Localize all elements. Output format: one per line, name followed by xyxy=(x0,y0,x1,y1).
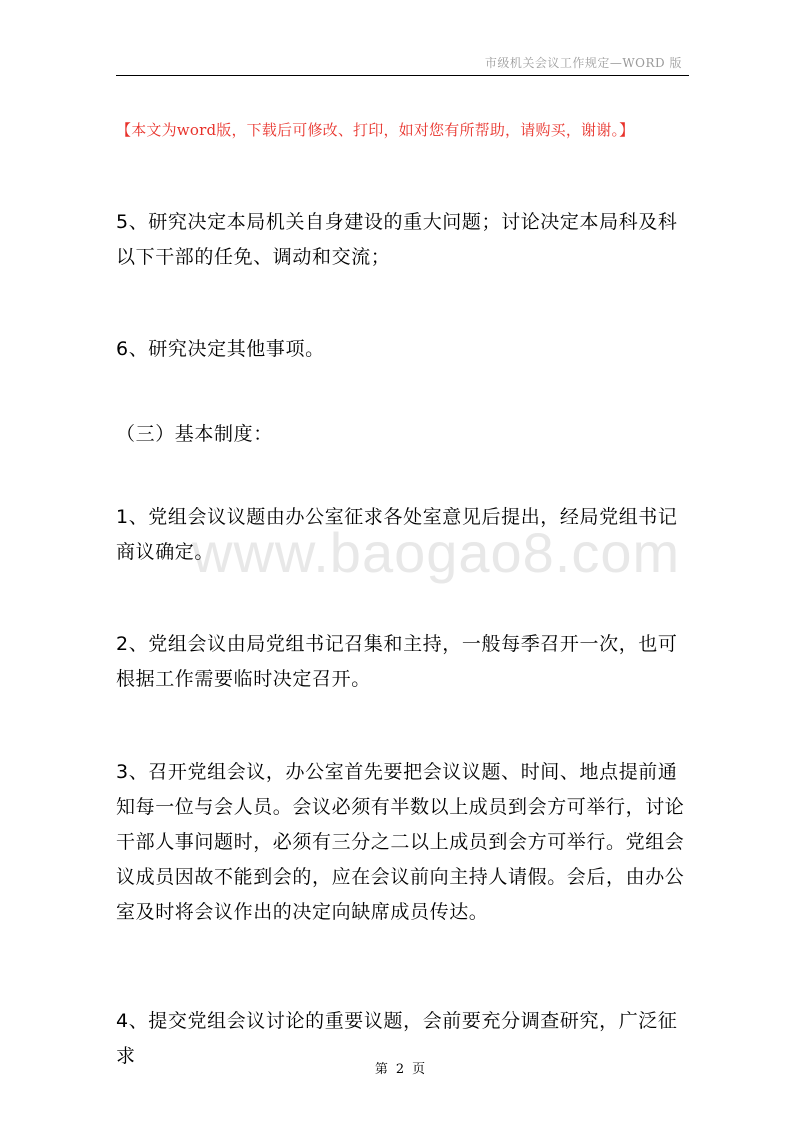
section-heading: （三）基本制度： xyxy=(116,423,273,445)
watermark: www.baogao8.com xyxy=(192,521,681,584)
paragraph-item-5: 5、研究决定本局机关自身建设的重大问题；讨论决定本局科及科以下干部的任免、调动和交流； xyxy=(116,211,678,268)
footer-prefix: 第 xyxy=(374,1062,388,1077)
paragraph-rule-4: 4、提交党组会议讨论的重要议题，会前要充分调查研究，广泛征求 xyxy=(116,1010,678,1067)
paragraph-item-6: 6、研究决定其他事项。 xyxy=(116,338,325,360)
paragraph-rule-1: 1、党组会议议题由办公室征求各处室意见后提出，经局党组书记商议确定。 xyxy=(116,506,678,563)
paragraph-rule-3: 3、召开党组会议，办公室首先要把会议议题、时间、地点提前通知每一位与会人员。会议必须有半数以上成员到会方可举行，讨论干部人事问题时，必须有三分之二以上成员到会方可举行。党组会议成员因故不能到会的，应在会议前向主持人请假。会后，由办公室及时将会议作出的决定向缺席成员传达。 xyxy=(116,761,685,923)
footer-suffix: 页 xyxy=(412,1062,426,1077)
page-footer xyxy=(0,1058,800,1077)
header-title: 市级机关会议工作规定—WORD 版 xyxy=(484,56,682,70)
page-number: 2 xyxy=(395,1062,405,1077)
paragraph-rule-2: 2、党组会议由局党组书记召集和主持，一般每季召开一次，也可根据工作需要临时决定召开。 xyxy=(116,633,678,690)
header-divider xyxy=(116,75,689,76)
purchase-notice: 【本文为word版，下载后可修改、打印，如对您有所帮助，请购买，谢谢。】 xyxy=(116,121,635,139)
